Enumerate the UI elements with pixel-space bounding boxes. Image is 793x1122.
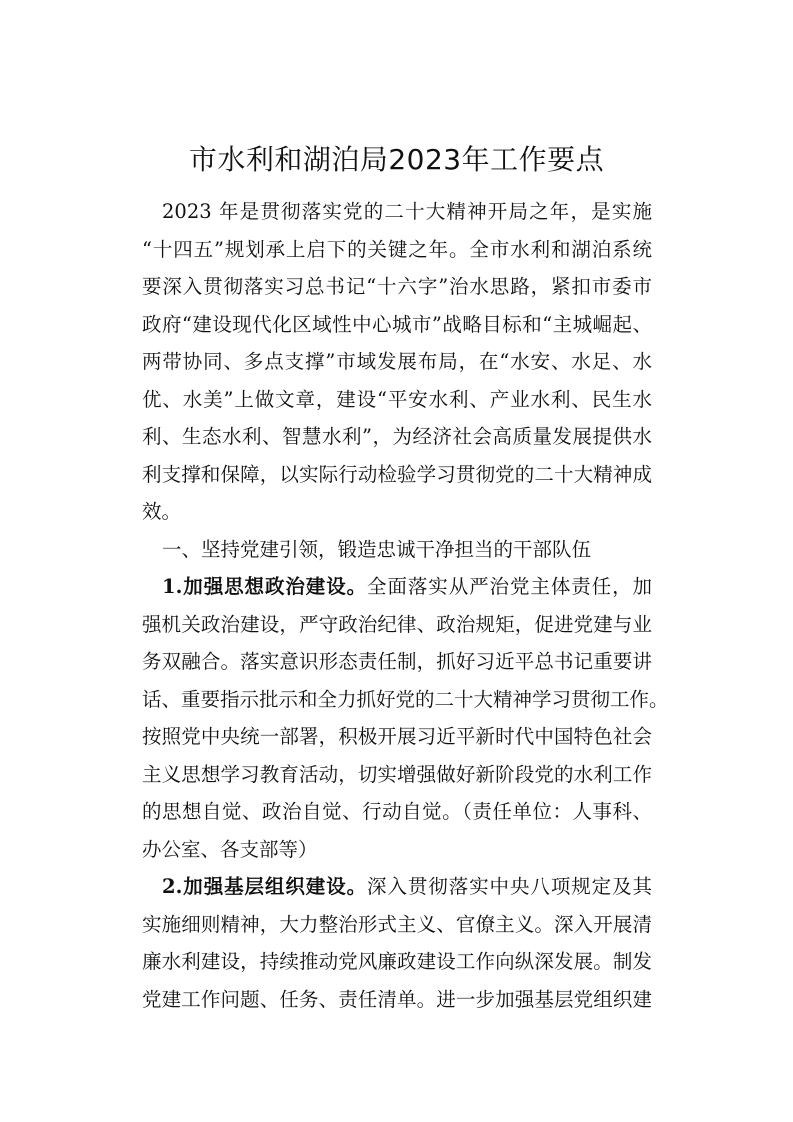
item-1-lead: 1.加强思想政治建设。 <box>162 575 368 598</box>
item-2-text: 深入贯彻落实中央八项规定及其 <box>367 875 652 898</box>
intro-line: 两带协同、多点支撑”市域发展布局，在“水安、水足、水 <box>142 350 652 373</box>
section-heading: 一、坚持党建引领，锻造忠诚干净担当的干部队伍 <box>162 537 592 561</box>
item-2-line: 实施细则精神，大力整治形式主义、官僚主义。深入开展清 <box>142 912 652 936</box>
intro-line: 效。 <box>142 500 182 523</box>
intro-line: 要深入贯彻落实习总书记“十六字”治水思路，紧扣市委市 <box>142 275 652 298</box>
item-1-first-line <box>142 568 652 606</box>
item-1-text: 全面落实从严治党主体责任，加 <box>367 575 652 598</box>
item-2-first-line <box>142 868 652 906</box>
intro-line: 利、生态水利、智慧水利”，为经济社会高质量发展提供水 <box>142 425 652 448</box>
item-2-line: 廉水利建设，持续推动党风廉政建设工作向纵深发展。制发 <box>142 950 652 973</box>
document-title: 市水利和湖泊局2023年工作要点 <box>188 143 605 176</box>
item-1-line: 办公室、各支部等） <box>142 837 318 861</box>
item-2-line: 党建工作问题、任务、责任清单。进一步加强基层党组织建 <box>142 987 652 1011</box>
item-1-line: 话、重要指示批示和全力抓好党的二十大精神学习贯彻工作。 <box>142 687 669 711</box>
intro-line: 利支撑和保障，以实际行动检验学习贯彻党的二十大精神成 <box>142 462 652 486</box>
item-1-line: 强机关政治建设，严守政治纪律、政治规矩，促进党建与业 <box>142 612 652 636</box>
item-2-lead: 2.加强基层组织建设。 <box>162 875 368 898</box>
intro-line: 2023 年是贯彻落实党的二十大精神开局之年，是实施 <box>162 200 652 223</box>
document-body <box>142 193 669 1018</box>
intro-line: 优、水美”上做文章，建设“平安水利、产业水利、民生水 <box>142 387 652 411</box>
item-1-line: 主义思想学习教育活动，切实增强做好新阶段党的水利工作 <box>142 762 652 786</box>
item-1-line: 按照党中央统一部署，积极开展习近平新时代中国特色社会 <box>142 725 652 748</box>
item-1-line: 务双融合。落实意识形态责任制，抓好习近平总书记重要讲 <box>142 650 652 673</box>
intro-line: “十四五”规划承上启下的关键之年。全市水利和湖泊系统 <box>142 237 652 261</box>
item-1-line: 的思想自觉、政治自觉、行动自觉。（责任单位：人事科、 <box>142 800 652 823</box>
intro-line: 政府“建设现代化区域性中心城市”战略目标和“主城崛起、 <box>142 312 652 336</box>
